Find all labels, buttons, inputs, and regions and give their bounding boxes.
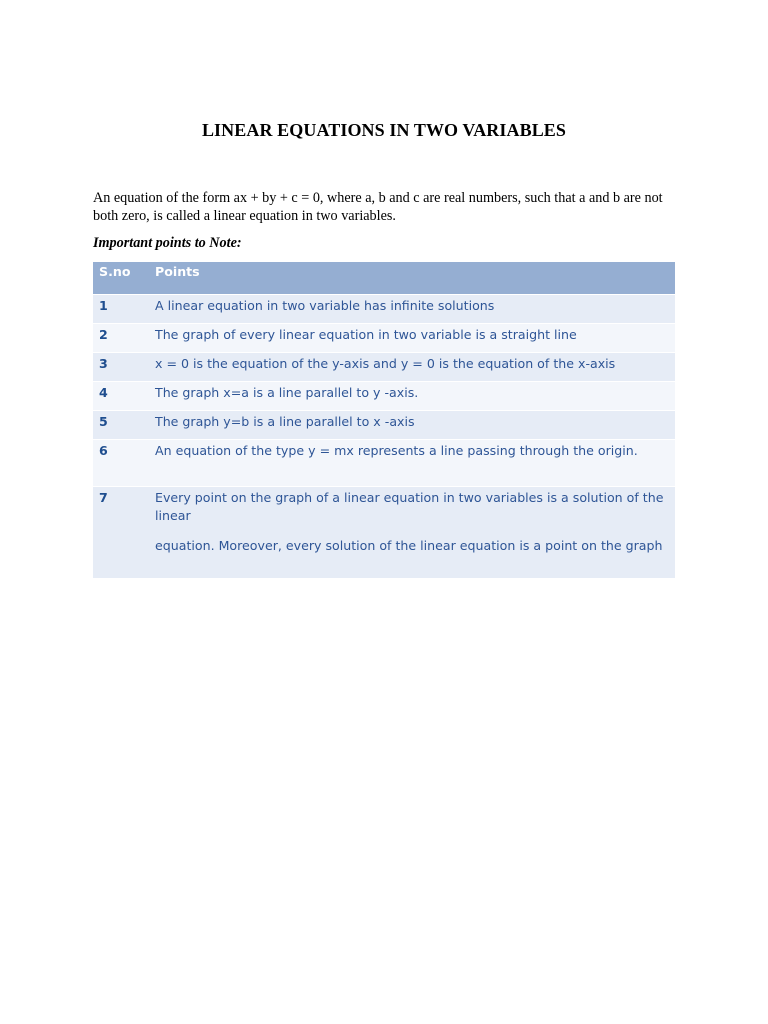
- table-row: [93, 324, 675, 353]
- row-point-cell: [149, 487, 675, 579]
- row-point-text: x = 0 is the equation of the y-axis and y = 0 is the equation of the x-axis: [149, 353, 675, 382]
- row-number: 2: [93, 324, 149, 353]
- row-number: 4: [93, 382, 149, 411]
- page-title: LINEAR EQUATIONS IN TWO VARIABLES: [201, 120, 567, 140]
- row-point-text: The graph x=a is a line parallel to y -axis.: [149, 382, 675, 411]
- row-number: 3: [93, 353, 149, 382]
- table-row: [93, 440, 675, 487]
- table-row: [93, 295, 675, 324]
- row-number: 5: [93, 411, 149, 440]
- table-row: [93, 411, 675, 440]
- table-header-row: [93, 262, 675, 295]
- table-row: [93, 382, 675, 411]
- row-point-text: The graph of every linear equation in two variable is a straight line: [149, 324, 675, 353]
- row-number: 1: [93, 295, 149, 324]
- row-point-text: The graph y=b is a line parallel to x -axis: [149, 411, 675, 440]
- row-point-text-continued: equation. Moreover, every solution of the linear equation is a point on the graph: [155, 538, 663, 553]
- column-header-points: Points: [149, 262, 675, 295]
- table-row: [93, 487, 675, 579]
- row-number: 7: [93, 487, 149, 579]
- column-header-sno: S.no: [93, 262, 149, 295]
- row-number: 6: [93, 440, 149, 487]
- row-point-text: An equation of the type y = mx represents a line passing through the origin.: [149, 440, 675, 487]
- intro-paragraph: An equation of the form ax + by + c = 0, where a, b and c are real numbers, such that a and b are not both zero, is called a linear equation in two variables.: [93, 190, 663, 224]
- section-subheading: Important points to Note:: [93, 235, 242, 251]
- row-point-text: A linear equation in two variable has infinite solutions: [149, 295, 675, 324]
- points-table: [93, 262, 675, 579]
- row-point-text: Every point on the graph of a linear equation in two variables is a solution of the linear: [155, 490, 664, 523]
- table-row: [93, 353, 675, 382]
